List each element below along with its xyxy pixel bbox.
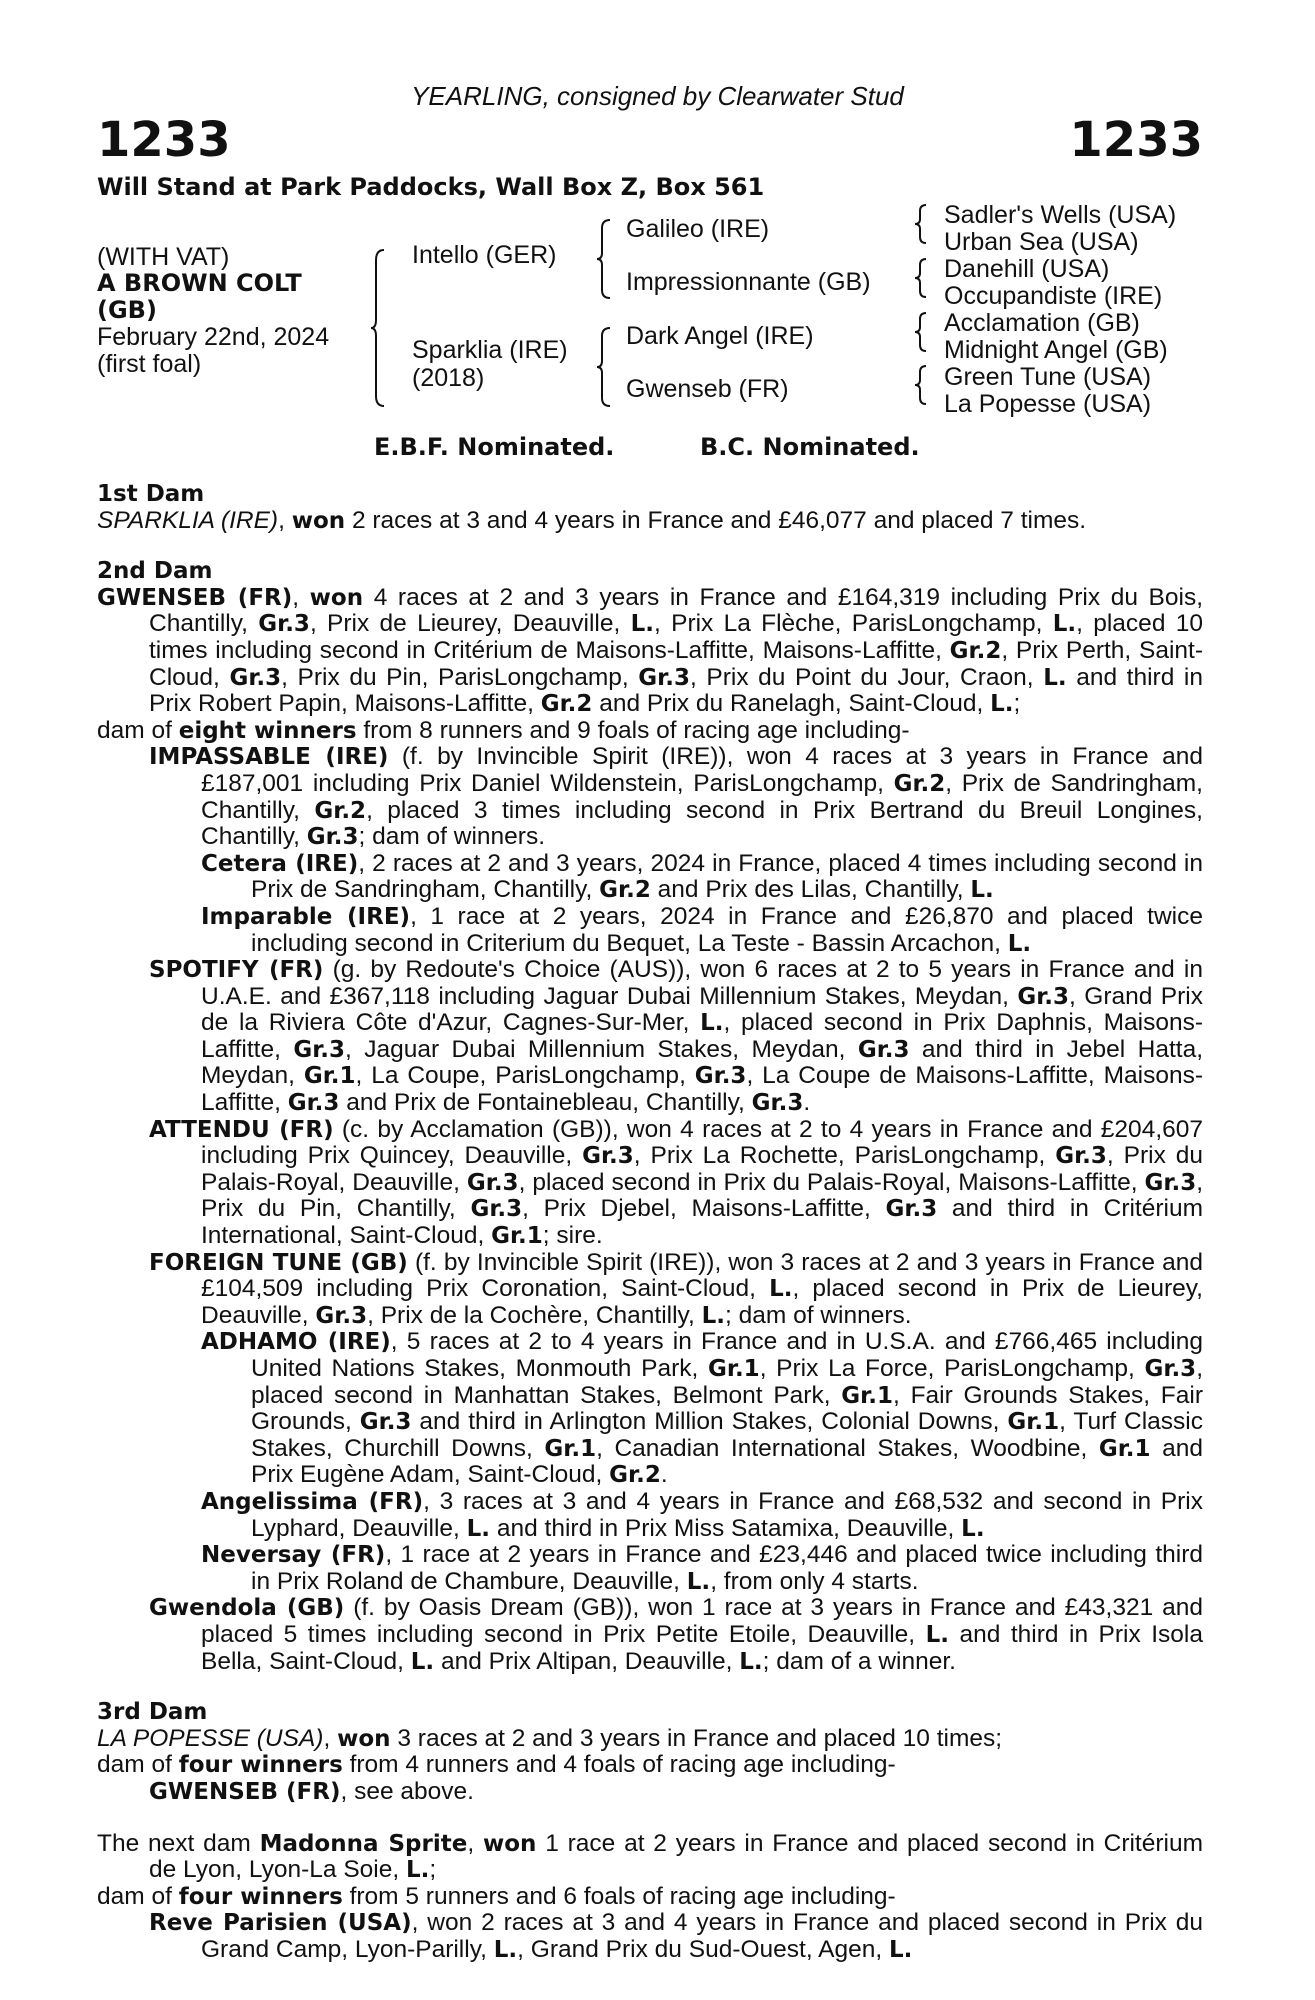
text-run: , 3 races at 3 and 4 years in France and £68,532 and second in Prix Lyphard, Deauville, bbox=[251, 1487, 1203, 1542]
bold-run: Gr.3 bbox=[470, 1196, 523, 1223]
bold-run: Gr.1 bbox=[708, 1356, 760, 1382]
pedigree-bracket-g2 bbox=[914, 257, 930, 299]
text-run: ; sire. bbox=[542, 1222, 603, 1250]
ebf-nomination: E.B.F. Nominated. bbox=[374, 433, 615, 461]
text-run: , Prix de la Cochère, Chantilly, bbox=[367, 1301, 702, 1329]
text-run: 1 race at 2 years in France and placed second in Critérium de Lyon, Lyon-La Soie, bbox=[149, 1829, 1203, 1884]
text-run: (f. by Invincible Spirit (IRE)), won 3 races at 2 and 3 years in France and £104,509 including Prix Coronation, Saint-Cloud, bbox=[201, 1248, 1203, 1303]
pedigree-entry bbox=[97, 1752, 1203, 1779]
bold-run: GWENSEB (FR) bbox=[149, 1778, 341, 1805]
dam-sire-name: Dark Angel (IRE) bbox=[626, 322, 814, 350]
gg-sadlers-wells: Sadler's Wells (USA) bbox=[944, 201, 1177, 229]
pedigree-entry bbox=[97, 851, 1203, 904]
text-run: and third in Jebel Hatta, Meydan, bbox=[201, 1035, 1203, 1090]
text-run: , placed second in Prix de Lieurey, Deauville, bbox=[201, 1275, 1203, 1329]
text-run: ; dam of a winner. bbox=[762, 1647, 956, 1675]
bold-run: Gr.3 bbox=[638, 664, 690, 691]
bold-run: Gr.2 bbox=[949, 637, 1002, 664]
text-run: from 8 runners and 9 foals of racing age including- bbox=[356, 716, 910, 744]
text-run: (f. by Oasis Dream (GB)), won 1 race at 3 years in France and £43,321 and placed 5 times including second in Prix Petite Etoile, Deauville, bbox=[201, 1594, 1203, 1648]
gg-urban-sea: Urban Sea (USA) bbox=[944, 228, 1139, 256]
text-run: , La Coupe de Maisons-Laffitte, Maisons-Laffitte, bbox=[201, 1062, 1203, 1117]
bold-run: L. bbox=[888, 1936, 913, 1963]
text-run: , Prix du Pin, Chantilly, bbox=[201, 1168, 1204, 1223]
pedigree-entry bbox=[97, 1329, 1203, 1489]
pedigree-bracket-sire bbox=[596, 218, 614, 300]
lot-number-left: 1233 bbox=[97, 112, 231, 168]
text-run: , Grand Prix de la Riviera Côte d'Azur, Cagnes-Sur-Mer, bbox=[201, 982, 1203, 1037]
text-run: , 1 race at 2 years, 2024 in France and £26,870 and placed twice including second in Criterium du Bequet, La Teste - Bassin Arcachon, bbox=[251, 902, 1204, 957]
bold-run: GWENSEB (FR) bbox=[97, 584, 293, 611]
text-run: , Prix du Point du Jour, Craon, bbox=[689, 663, 1044, 691]
text-run: 2 races at 3 and 4 years in France and £46,077 and placed 7 times. bbox=[345, 506, 1087, 534]
sire-dam-name: Impressionnante (GB) bbox=[626, 268, 871, 296]
text-run: and Prix de Fontainebleau, Chantilly, bbox=[339, 1089, 752, 1117]
gg-midnight-angel: Midnight Angel (GB) bbox=[944, 336, 1168, 364]
pedigree-bracket-g4 bbox=[914, 364, 930, 406]
dam-year: (2018) bbox=[412, 364, 485, 392]
text-run: , see above. bbox=[340, 1777, 474, 1805]
bold-run: Gwendola (GB) bbox=[149, 1595, 345, 1622]
bold-run: Gr.1 bbox=[841, 1382, 893, 1409]
bold-run: Gr.2 bbox=[314, 797, 367, 824]
section-1st-dam bbox=[97, 482, 1203, 534]
horse-description: A BROWN COLT bbox=[97, 269, 302, 297]
bold-run: Madonna Sprite bbox=[259, 1830, 468, 1857]
bold-run: four winners bbox=[178, 1883, 343, 1910]
bold-run: Gr.3 bbox=[1055, 1143, 1107, 1170]
pedigree-entry bbox=[97, 1489, 1203, 1542]
bold-run: Angelissima (FR) bbox=[201, 1488, 424, 1515]
bold-run: Gr.3 bbox=[359, 1409, 412, 1436]
text-run: , Prix Djebel, Maisons-Laffitte, bbox=[522, 1195, 886, 1223]
bold-run: L. bbox=[961, 1515, 985, 1542]
bold-run: Cetera (IRE) bbox=[201, 850, 359, 877]
bold-run: FOREIGN TUNE (GB) bbox=[149, 1249, 408, 1276]
bold-run: L. bbox=[925, 1621, 949, 1648]
bc-nomination: B.C. Nominated. bbox=[700, 433, 920, 461]
text-run: . bbox=[660, 1461, 668, 1489]
vat-note: (WITH VAT) bbox=[97, 243, 230, 271]
text-run: , 5 races at 2 to 4 years in France and in U.S.A. and £766,465 including United Nations Stakes, Monmouth Park, bbox=[251, 1328, 1203, 1382]
text-run: dam of bbox=[97, 1751, 179, 1779]
text-run: , from only 4 starts. bbox=[710, 1567, 919, 1595]
pedigree-entry bbox=[97, 718, 1203, 745]
bold-run: Gr.2 bbox=[540, 691, 593, 718]
bold-run: L. bbox=[686, 1568, 711, 1595]
text-run: , Fair Grounds Stakes, Fair Grounds, bbox=[251, 1381, 1203, 1436]
bold-run: Gr.3 bbox=[1144, 1356, 1197, 1382]
bold-run: ADHAMO (IRE) bbox=[201, 1329, 391, 1356]
section-heading: 3rd Dam bbox=[97, 1699, 208, 1726]
bold-run: Gr.2 bbox=[599, 877, 651, 904]
text-run: , Prix de Lieurey, Deauville, bbox=[309, 610, 631, 638]
pedigree-bracket-dam bbox=[596, 326, 614, 408]
italic-run: LA POPESSE (USA) bbox=[97, 1724, 324, 1752]
bold-run: L. bbox=[739, 1648, 763, 1675]
text-run: , Prix du Pin, ParisLongchamp, bbox=[281, 663, 639, 691]
bold-run: Imparable (IRE) bbox=[201, 903, 411, 930]
text-run: , Prix La Flèche, ParisLongchamp, bbox=[654, 610, 1053, 638]
bold-run: won bbox=[309, 584, 364, 611]
text-run: , Prix La Rochette, ParisLongchamp, bbox=[633, 1142, 1056, 1170]
gg-danehill: Danehill (USA) bbox=[944, 255, 1110, 283]
sire-name: Intello (GER) bbox=[412, 241, 557, 269]
text-run: , La Coupe, ParisLongchamp, bbox=[355, 1062, 695, 1090]
section-heading: 2nd Dam bbox=[97, 558, 213, 585]
bold-run: Gr.3 bbox=[315, 1302, 368, 1329]
foal-note: (first foal) bbox=[97, 350, 202, 378]
bold-run: Gr.3 bbox=[1017, 983, 1070, 1010]
text-run: , bbox=[278, 506, 292, 534]
bold-run: Gr.3 bbox=[466, 1169, 519, 1196]
text-run: and Prix du Ranelagh, Saint-Cloud, bbox=[592, 690, 991, 718]
bold-run: Gr.3 bbox=[306, 824, 359, 851]
text-run: ; dam of winners. bbox=[358, 823, 546, 851]
text-run: , bbox=[323, 1724, 338, 1752]
bold-run: Neversay (FR) bbox=[201, 1542, 386, 1569]
bold-run: Gr.3 bbox=[229, 664, 282, 691]
bold-run: Gr.1 bbox=[544, 1435, 597, 1462]
family-notes bbox=[97, 482, 1203, 1963]
text-run: and third in Arlington Million Stakes, Colonial Downs, bbox=[411, 1408, 1008, 1436]
text-run: 4 races at 2 and 3 years in France and £164,319 including Prix du Bois, Chantilly, bbox=[149, 583, 1203, 638]
section-next-dam bbox=[97, 1831, 1203, 1964]
text-run: , Canadian International Stakes, Woodbine, bbox=[596, 1434, 1099, 1462]
text-run: and third in Prix Robert Papin, Maisons-Laffitte, bbox=[149, 663, 1204, 718]
pedigree-entry bbox=[97, 957, 1203, 1117]
bold-run: Gr.1 bbox=[491, 1223, 543, 1250]
pedigree-entry bbox=[97, 1595, 1203, 1675]
bold-run: eight winners bbox=[178, 717, 357, 744]
bold-run: Gr.1 bbox=[1007, 1409, 1060, 1436]
bold-run: Reve Parisien (USA) bbox=[149, 1910, 412, 1937]
text-run: The next dam bbox=[97, 1829, 260, 1857]
text-run: , Jaguar Dubai Millennium Stakes, Meydan, bbox=[345, 1035, 858, 1063]
pedigree-bracket-g3 bbox=[914, 311, 930, 353]
bold-run: IMPASSABLE (IRE) bbox=[149, 744, 389, 771]
bold-run: won bbox=[291, 507, 346, 534]
gg-green-tune: Green Tune (USA) bbox=[944, 363, 1152, 391]
bold-run: Gr.2 bbox=[893, 770, 946, 797]
dam-name: Sparklia (IRE) bbox=[412, 336, 568, 364]
text-run: dam of bbox=[97, 716, 179, 744]
pedigree-bracket-g1 bbox=[914, 203, 930, 245]
text-run: . bbox=[803, 1089, 811, 1117]
bold-run: four winners bbox=[178, 1752, 343, 1779]
consignor-line: YEARLING, consigned by Clearwater Stud bbox=[411, 81, 904, 111]
bold-run: won bbox=[337, 1725, 391, 1752]
lot-number-right: 1233 bbox=[1069, 112, 1203, 168]
bold-run: SPOTIFY (FR) bbox=[149, 957, 324, 984]
text-run: from 4 runners and 4 foals of racing age including- bbox=[342, 1751, 896, 1779]
bold-run: won bbox=[482, 1830, 537, 1857]
text-run: , placed second in Manhattan Stakes, Belmont Park, bbox=[251, 1355, 1203, 1409]
text-run: ; bbox=[429, 1856, 437, 1884]
bold-run: ATTENDU (FR) bbox=[149, 1116, 334, 1143]
pedigree-entry bbox=[97, 744, 1203, 850]
text-run: , placed 10 times including second in Critérium de Maisons-Laffitte, Maisons-Laffitte, bbox=[149, 610, 1203, 664]
bold-run: L. bbox=[405, 1857, 430, 1884]
bold-run: Gr.1 bbox=[1098, 1435, 1151, 1462]
bold-run: Gr.1 bbox=[303, 1063, 356, 1090]
text-run: , Prix de Sandringham, Chantilly, bbox=[201, 769, 1203, 824]
bold-run: Gr.3 bbox=[287, 1090, 340, 1117]
text-run: and third in Critérium International, Saint-Cloud, bbox=[201, 1195, 1203, 1250]
bold-run: L. bbox=[700, 1010, 724, 1037]
bold-run: Gr.3 bbox=[885, 1196, 938, 1223]
section-heading: 1st Dam bbox=[97, 481, 205, 507]
pedigree-bracket-main bbox=[370, 248, 390, 408]
pedigree-entry bbox=[97, 1831, 1203, 1884]
section-2nd-dam bbox=[97, 559, 1203, 1675]
text-run: and third in Prix Miss Satamixa, Deauville, bbox=[490, 1514, 962, 1542]
text-run: , placed second in Prix Daphnis, Maisons-Laffitte, bbox=[201, 1009, 1203, 1063]
pedigree-entry bbox=[97, 1726, 1203, 1753]
pedigree-entry bbox=[97, 1910, 1203, 1963]
bold-run: Gr.3 bbox=[857, 1036, 910, 1063]
bold-run: L. bbox=[630, 611, 654, 638]
bold-run: Gr.3 bbox=[582, 1143, 634, 1170]
pedigree-entry bbox=[97, 1542, 1203, 1595]
bold-run: L. bbox=[493, 1936, 518, 1963]
bold-run: L. bbox=[1043, 664, 1067, 691]
sire-sire-name: Galileo (IRE) bbox=[626, 215, 770, 243]
foaling-date: February 22nd, 2024 bbox=[97, 323, 330, 351]
bold-run: L. bbox=[466, 1515, 491, 1542]
text-run: (g. by Redoute's Choice (AUS)), won 6 races at 2 to 5 years in France and in U.A.E. and £367,118 including Jaguar Dubai Millennium Stakes, Meydan, bbox=[201, 956, 1203, 1010]
bold-run: Gr.3 bbox=[1144, 1169, 1197, 1196]
text-run: (c. by Acclamation (GB)), won 4 races at 2 to 4 years in France and £204,607 including Prix Quincey, Deauville, bbox=[201, 1115, 1203, 1170]
pedigree-entry bbox=[97, 1250, 1203, 1330]
text-run: and third in Prix Isola Bella, Saint-Cloud, bbox=[201, 1620, 1203, 1675]
text-run: and Prix des Lilas, Chantilly, bbox=[650, 876, 971, 904]
pedigree-entry bbox=[97, 585, 1203, 718]
bold-run: L. bbox=[990, 691, 1014, 718]
dam-dam-name: Gwenseb (FR) bbox=[626, 375, 789, 403]
pedigree-entry bbox=[97, 904, 1203, 957]
text-run: and Prix Eugène Adam, Saint-Cloud, bbox=[251, 1434, 1203, 1489]
horse-country: (GB) bbox=[97, 296, 157, 324]
bold-run: L. bbox=[410, 1648, 435, 1675]
text-run: , Grand Prix du Sud-Ouest, Agen, bbox=[517, 1935, 889, 1963]
text-run: , bbox=[292, 583, 310, 611]
text-run: , Prix du Palais-Royal, Deauville, bbox=[201, 1142, 1204, 1196]
bold-run: L. bbox=[1007, 930, 1032, 957]
pedigree-entry bbox=[97, 1117, 1203, 1250]
text-run: and Prix Altipan, Deauville, bbox=[434, 1647, 740, 1675]
bold-run: Gr.3 bbox=[694, 1063, 747, 1090]
bold-run: L. bbox=[701, 1302, 726, 1329]
section-3rd-dam bbox=[97, 1700, 1203, 1805]
pedigree-entry bbox=[97, 508, 1203, 535]
text-run: , placed 3 times including second in Prix Bertrand du Breuil Longines, Chantilly, bbox=[201, 796, 1203, 851]
text-run: ; bbox=[1013, 690, 1021, 718]
gg-la-popesse: La Popesse (USA) bbox=[944, 390, 1152, 418]
stand-location: Will Stand at Park Paddocks, Wall Box Z, Box 561 bbox=[97, 173, 765, 201]
text-run: , 1 race at 2 years in France and £23,446 and placed twice including third in Prix Roland de Chambure, Deauville, bbox=[251, 1541, 1203, 1595]
bold-run: L. bbox=[1052, 611, 1077, 638]
bold-run: Gr.3 bbox=[751, 1090, 804, 1117]
bold-run: Gr.2 bbox=[609, 1462, 661, 1489]
bold-run: L. bbox=[970, 877, 994, 904]
text-run: , 2 races at 2 and 3 years, 2024 in France, placed 4 times including second in Prix de Sandringham, Chantilly, bbox=[251, 849, 1203, 904]
text-run: , placed second in Prix du Palais-Royal, Maisons-Laffitte, bbox=[518, 1168, 1145, 1196]
text-run: , bbox=[467, 1829, 483, 1857]
gg-occupandiste: Occupandiste (IRE) bbox=[944, 282, 1163, 310]
text-run: , Turf Classic Stakes, Churchill Downs, bbox=[251, 1408, 1203, 1462]
text-run: ; dam of winners. bbox=[725, 1301, 912, 1329]
text-run: 3 races at 2 and 3 years in France and placed 10 times; bbox=[390, 1724, 1003, 1752]
text-run: dam of bbox=[97, 1882, 179, 1910]
bold-run: Gr.3 bbox=[293, 1036, 345, 1063]
text-run: , Prix La Force, ParisLongchamp, bbox=[759, 1355, 1145, 1382]
text-run: , won 2 races at 3 and 4 years in France and placed second in Prix du Grand Camp, Lyon-Parilly, bbox=[201, 1909, 1203, 1963]
text-run: (f. by Invincible Spirit (IRE)), won 4 races at 3 years in France and £187,001 including Prix Daniel Wildenstein, ParisLongchamp, bbox=[201, 743, 1203, 797]
pedigree-entry bbox=[97, 1884, 1203, 1911]
text-run: from 5 runners and 6 foals of racing age including- bbox=[342, 1882, 896, 1910]
gg-acclamation: Acclamation (GB) bbox=[944, 309, 1140, 337]
text-run: , Prix Perth, Saint-Cloud, bbox=[149, 636, 1204, 691]
pedigree-entry bbox=[97, 1779, 1203, 1806]
italic-run: SPARKLIA (IRE) bbox=[97, 506, 279, 534]
bold-run: L. bbox=[769, 1276, 793, 1303]
bold-run: Gr.3 bbox=[258, 611, 310, 638]
